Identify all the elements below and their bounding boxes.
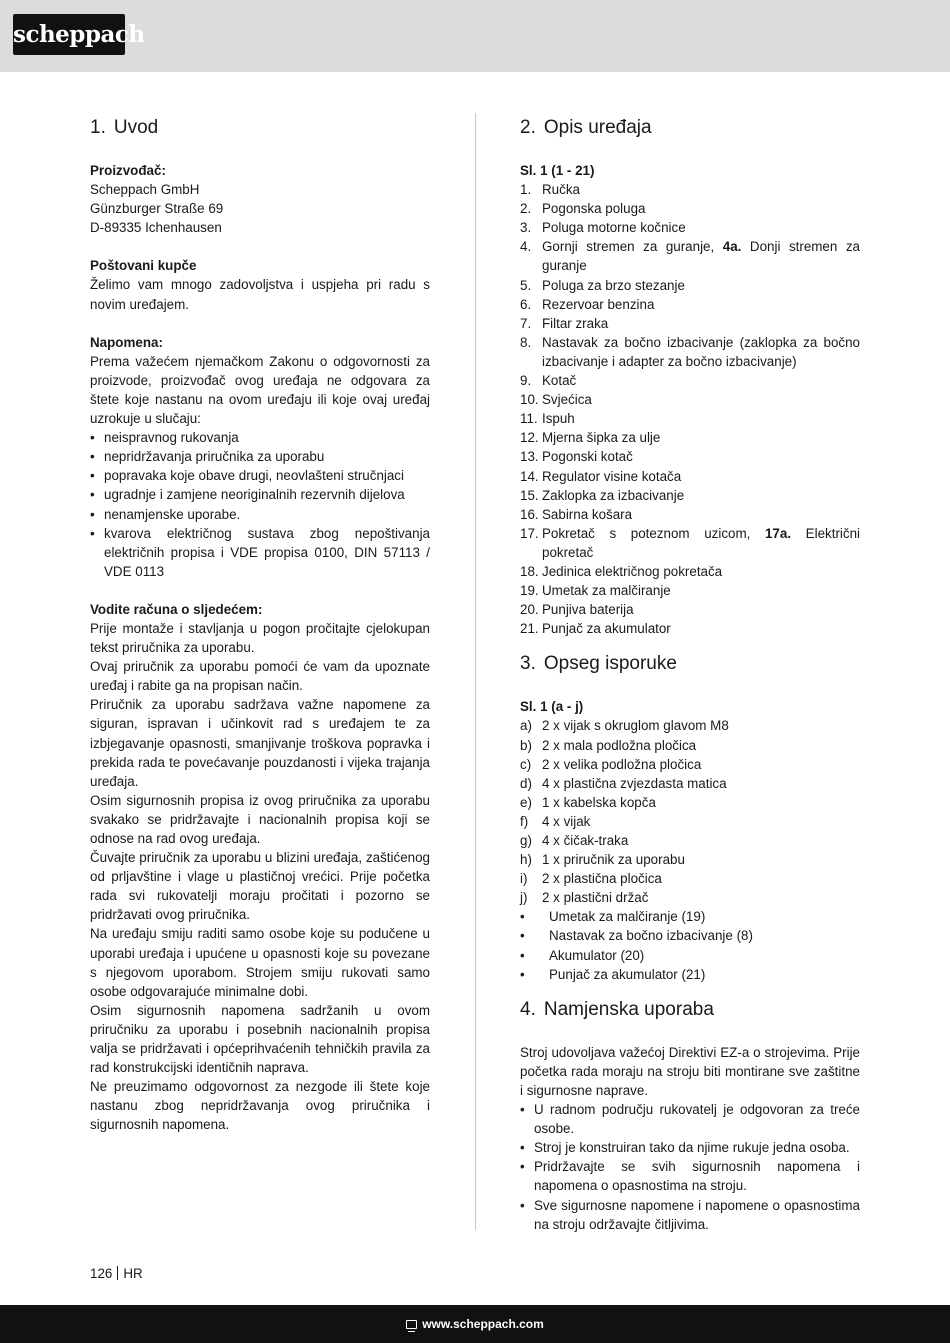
intended-use-text: Stroj udovoljava važećoj Direktivi EZ-a o strojevima. Prije početka rada moraju na stroju biti montirane sve zaštitne i sigurnosne naprave.: [520, 1044, 860, 1098]
list-item-number: 9.: [520, 373, 532, 389]
list-item: [520, 276, 860, 295]
list-item: [520, 428, 860, 447]
list-item-text: Pogonski kotač: [542, 449, 633, 465]
list-item-text: Umetak za malčiranje: [542, 583, 671, 599]
list-item-number: 8.: [520, 334, 532, 350]
list-item: [520, 447, 860, 466]
list-item: [520, 562, 860, 581]
list-item-text: Ručka: [542, 182, 580, 198]
list-item-text: Punjiva baterija: [542, 602, 634, 618]
paragraph: Prije montaže i stavljanja u pogon pročitajte cjelokupan tekst priručnika za uporabu.: [90, 620, 430, 656]
figure-reference: Sl. 1 (1 - 21): [520, 163, 595, 178]
list-item-number: 21.: [520, 621, 539, 637]
list-item: [520, 180, 860, 199]
list-item-number: d): [520, 775, 532, 791]
section-heading-intro: [90, 116, 430, 140]
list-item-number: 10.: [520, 392, 539, 408]
section-title: Opis uređaja: [543, 117, 652, 138]
list-item-text: 2 x plastična pločica: [542, 871, 662, 887]
list-item-text: Pogonska poluga: [542, 201, 646, 217]
list-item-number: 11.: [520, 411, 538, 427]
page-number: [90, 1265, 143, 1283]
intended-bullet-list: [520, 1100, 860, 1234]
list-item-text: 4a.: [722, 239, 742, 255]
paragraph: Osim sigurnosnih napomena sadržanih u ovom priručniku za uporabu i posebnih nacionalnih propisa valja se pridržavati i općeprihvaćenih tehničkih pravila za rad konstrukcijski identičnih naprava.: [90, 1002, 430, 1076]
list-item-number: h): [520, 852, 532, 868]
list-item: • kvarova električnog sustava zbog nepoštivanja električnih propisa i VDE propisa 0100, DIN 57113 / VDE 0113: [90, 524, 430, 581]
paragraph: Čuvajte priručnik za uporabu u blizini uređaja, zaštićenog od prljavštine i vlage u plastičnoj vrećici. Prije početka rada svi rukovatelji moraju pročitati i pozorno se pridržavati ovog priručnika.: [90, 850, 430, 923]
column-divider: [475, 113, 476, 1230]
manufacturer-address: [90, 180, 430, 237]
list-item-text: Filtar zraka: [542, 315, 609, 331]
list-item: [520, 218, 860, 237]
list-item-text: 1 x priručnik za uporabu: [542, 852, 685, 868]
section-number: 3.: [520, 653, 536, 675]
brand-logo: scheppach: [13, 14, 125, 55]
list-item: [520, 619, 860, 638]
section-title: Uvod: [113, 117, 159, 138]
customer-text: Želimo vam mnogo zadovoljstva i uspjeha pri radu s novim uređajem.: [90, 277, 430, 312]
list-item-number: 3.: [520, 220, 532, 236]
list-item: • Umetak za malčiranje (19): [520, 907, 860, 926]
section-number: 1.: [90, 117, 106, 138]
manufacturer-label: Proizvođač:: [90, 163, 166, 178]
parts-list: [520, 180, 860, 638]
list-item-number: e): [520, 794, 532, 810]
list-item: [520, 831, 860, 850]
list-item-number: 6.: [520, 296, 532, 312]
list-item-number: 20.: [520, 602, 539, 618]
figure-reference: Sl. 1 (a - j): [520, 699, 584, 715]
list-item-text: 4 x čičak-traka: [542, 833, 629, 848]
list-item-number: 4.: [520, 239, 532, 255]
list-item-text: Poluga motorne kočnice: [542, 220, 686, 236]
address-line: D-89335 Ichenhausen: [90, 220, 222, 236]
list-item: [520, 736, 860, 755]
scope-bullet-list: [520, 907, 860, 983]
paragraph: Ne preuzimamo odgovornost za nezgode ili štete koje nastanu zbog nepridržavanja ovog priručnika i sigurnosnih napomena.: [90, 1079, 430, 1133]
language-code: HR: [123, 1266, 143, 1281]
list-item: • Nastavak za bočno izbacivanje (8): [520, 926, 860, 945]
right-column: [520, 116, 860, 1234]
list-item: • Stroj je konstruiran tako da njime rukuje jedna osoba.: [520, 1138, 860, 1157]
list-item-text: Pokretač s poteznom uzicom,: [542, 525, 765, 541]
list-item-text: Nastavak za bočno izbacivanje (zaklopka za bočno izbacivanje i adapter za bočno izbacivanje): [542, 334, 860, 369]
list-item-text: 2 x vijak s okruglom glavom M8: [542, 718, 729, 734]
list-item-text: 4 x vijak: [542, 813, 591, 829]
list-item: [520, 505, 860, 524]
list-item-number: b): [520, 737, 532, 753]
list-item-text: Električni pokretač: [542, 525, 860, 560]
list-item-number: a): [520, 718, 532, 734]
list-item-text: Regulator visine kotača: [542, 468, 682, 484]
list-item: • U radnom području rukovatelj je odgovoran za treće osobe.: [520, 1100, 860, 1138]
list-item: [520, 716, 860, 735]
list-item-number: 14.: [520, 468, 539, 484]
list-item: • popravaka koje obave drugi, neovlašteni stručnjaci: [90, 466, 430, 485]
list-item-text: 1 x kabelska kopča: [542, 794, 656, 810]
list-item: • Punjač za akumulator (21): [520, 965, 860, 984]
list-item: [520, 237, 860, 275]
list-item: [520, 295, 860, 314]
section-heading-description: [520, 116, 860, 140]
monitor-icon: [406, 1320, 417, 1329]
list-item: • ugradnje i zamjene neoriginalnih rezervnih dijelova: [90, 485, 430, 504]
list-item-text: Punjač za akumulator: [542, 621, 671, 637]
address-line: Scheppach GmbH: [90, 182, 200, 198]
list-item-number: 13.: [520, 449, 539, 465]
list-item-number: j): [520, 890, 528, 906]
scope-list: [520, 716, 860, 907]
list-item: • Sve sigurnosne napomene i napomene o opasnostima na stroju održavajte čitljivima.: [520, 1196, 860, 1234]
list-item-text: 2 x mala podložna pločica: [542, 737, 697, 753]
list-item: [520, 409, 860, 428]
list-item: [520, 467, 860, 486]
list-item: [520, 755, 860, 774]
customer-label: Poštovani kupče: [90, 258, 197, 274]
list-item-number: 2.: [520, 201, 532, 217]
list-item-text: Sabirna košara: [542, 506, 633, 522]
section-title: Namjenska uporaba: [543, 998, 714, 1020]
note-text: Prema važećem njemačkom Zakonu o odgovornosti za proizvode, proizvođač ovog uređaja ne odgovara za štete koje nastanu na ovom uređaju ili koje ovaj uređaj uzrokuje u slučaju:: [90, 353, 430, 427]
list-item: [520, 812, 860, 831]
list-item-number: 5.: [520, 277, 532, 293]
list-item-number: c): [520, 756, 532, 772]
website-link[interactable]: www.scheppach.com: [422, 1317, 544, 1331]
list-item-number: 12.: [520, 430, 539, 446]
list-item-number: f): [520, 813, 529, 829]
list-item: [520, 600, 860, 619]
list-item-number: 17.: [520, 525, 539, 541]
list-item: [520, 486, 860, 505]
list-item-text: Svjećica: [542, 392, 592, 408]
list-item-text: Rezervoar benzina: [542, 296, 655, 312]
page-number-value: 126: [90, 1266, 113, 1281]
section-number: 2.: [520, 117, 536, 138]
note-label: Napomena:: [90, 334, 163, 350]
list-item: [520, 314, 860, 333]
list-item-number: 16.: [520, 506, 539, 522]
page-separator: [117, 1266, 118, 1280]
list-item-text: Poluga za brzo stezanje: [542, 277, 685, 293]
list-item-text: Jedinica električnog pokretača: [542, 563, 723, 579]
list-item: • nepridržavanja priručnika za uporabu: [90, 447, 430, 466]
list-item-text: 4 x plastična zvjezdasta matica: [542, 775, 727, 791]
list-item: [520, 793, 860, 812]
page-header: [0, 0, 950, 72]
list-item-number: 18.: [520, 563, 539, 579]
list-item-text: Zaklopka za izbacivanje: [542, 487, 685, 503]
attention-label: Vodite računa o sljedećem:: [90, 601, 263, 617]
list-item: • Pridržavajte se svih sigurnosnih napomena i napomena o opasnostima na stroju.: [520, 1157, 860, 1195]
section-number: 4.: [520, 998, 536, 1020]
list-item-text: 17a.: [764, 525, 792, 541]
list-item: [520, 869, 860, 888]
section-heading-intended-use: [520, 998, 860, 1022]
list-item: [520, 333, 860, 371]
list-item: [520, 888, 860, 907]
list-item-number: 7.: [520, 315, 532, 331]
footer-bar: [0, 1305, 950, 1343]
list-item: [520, 524, 860, 562]
list-item-text: 2 x velika podložna pločica: [542, 756, 702, 772]
list-item-text: Ispuh: [542, 411, 575, 427]
list-item: [520, 199, 860, 218]
list-item: • nenamjenske uporabe.: [90, 505, 430, 524]
paragraph: Na uređaju smiju raditi samo osobe koje su podučene u uporabi uređaja i upućene u opasnosti koje su povezane s njegovom uporabom. Strojem smiju rukovati samo osobe odgovarajuće minimalne dobi.: [90, 926, 430, 999]
section-heading-scope: [520, 652, 860, 676]
list-item: [520, 850, 860, 869]
list-item-number: 19.: [520, 583, 539, 599]
list-item-number: i): [520, 871, 528, 887]
paragraph: Priručnik za uporabu sadržava važne napomene za siguran, ispravan i učinkovit rad s uređajem te za izbjegavanje opasnosti, smanjivanje troškova popravka i prekida rada te povećavanje pouzdanosti i vijeka trajanja uređaja.: [90, 697, 430, 789]
note-bullet-list: [90, 428, 430, 581]
list-item-text: Donji stremen za guranje: [542, 239, 860, 274]
list-item: [520, 371, 860, 390]
list-item-text: Gornji stremen za guranje,: [542, 239, 723, 255]
address-line: Günzburger Straße 69: [90, 201, 224, 217]
list-item-text: 2 x plastični držač: [542, 890, 649, 906]
list-item-text: Mjerna šipka za ulje: [542, 430, 661, 446]
section-title: Opseg isporuke: [543, 653, 677, 675]
list-item: [520, 390, 860, 409]
list-item-text: Kotač: [542, 373, 577, 389]
list-item-number: 1.: [520, 182, 532, 198]
paragraph: Osim sigurnosnih propisa iz ovog priručnika za uporabu svakako se pridržavajte i nacionalnih propisa koji se odnose na rad ovog uređaja.: [90, 792, 430, 846]
list-item-number: 15.: [520, 487, 539, 503]
paragraph: Ovaj priručnik za uporabu pomoći će vam da upoznate uređaj i rabite ga na propisan način.: [90, 659, 430, 694]
list-item: [520, 581, 860, 600]
list-item: • Akumulator (20): [520, 946, 860, 965]
list-item: [520, 774, 860, 793]
left-column: [90, 116, 430, 1135]
list-item-number: g): [520, 833, 532, 848]
list-item: • neispravnog rukovanja: [90, 428, 430, 447]
